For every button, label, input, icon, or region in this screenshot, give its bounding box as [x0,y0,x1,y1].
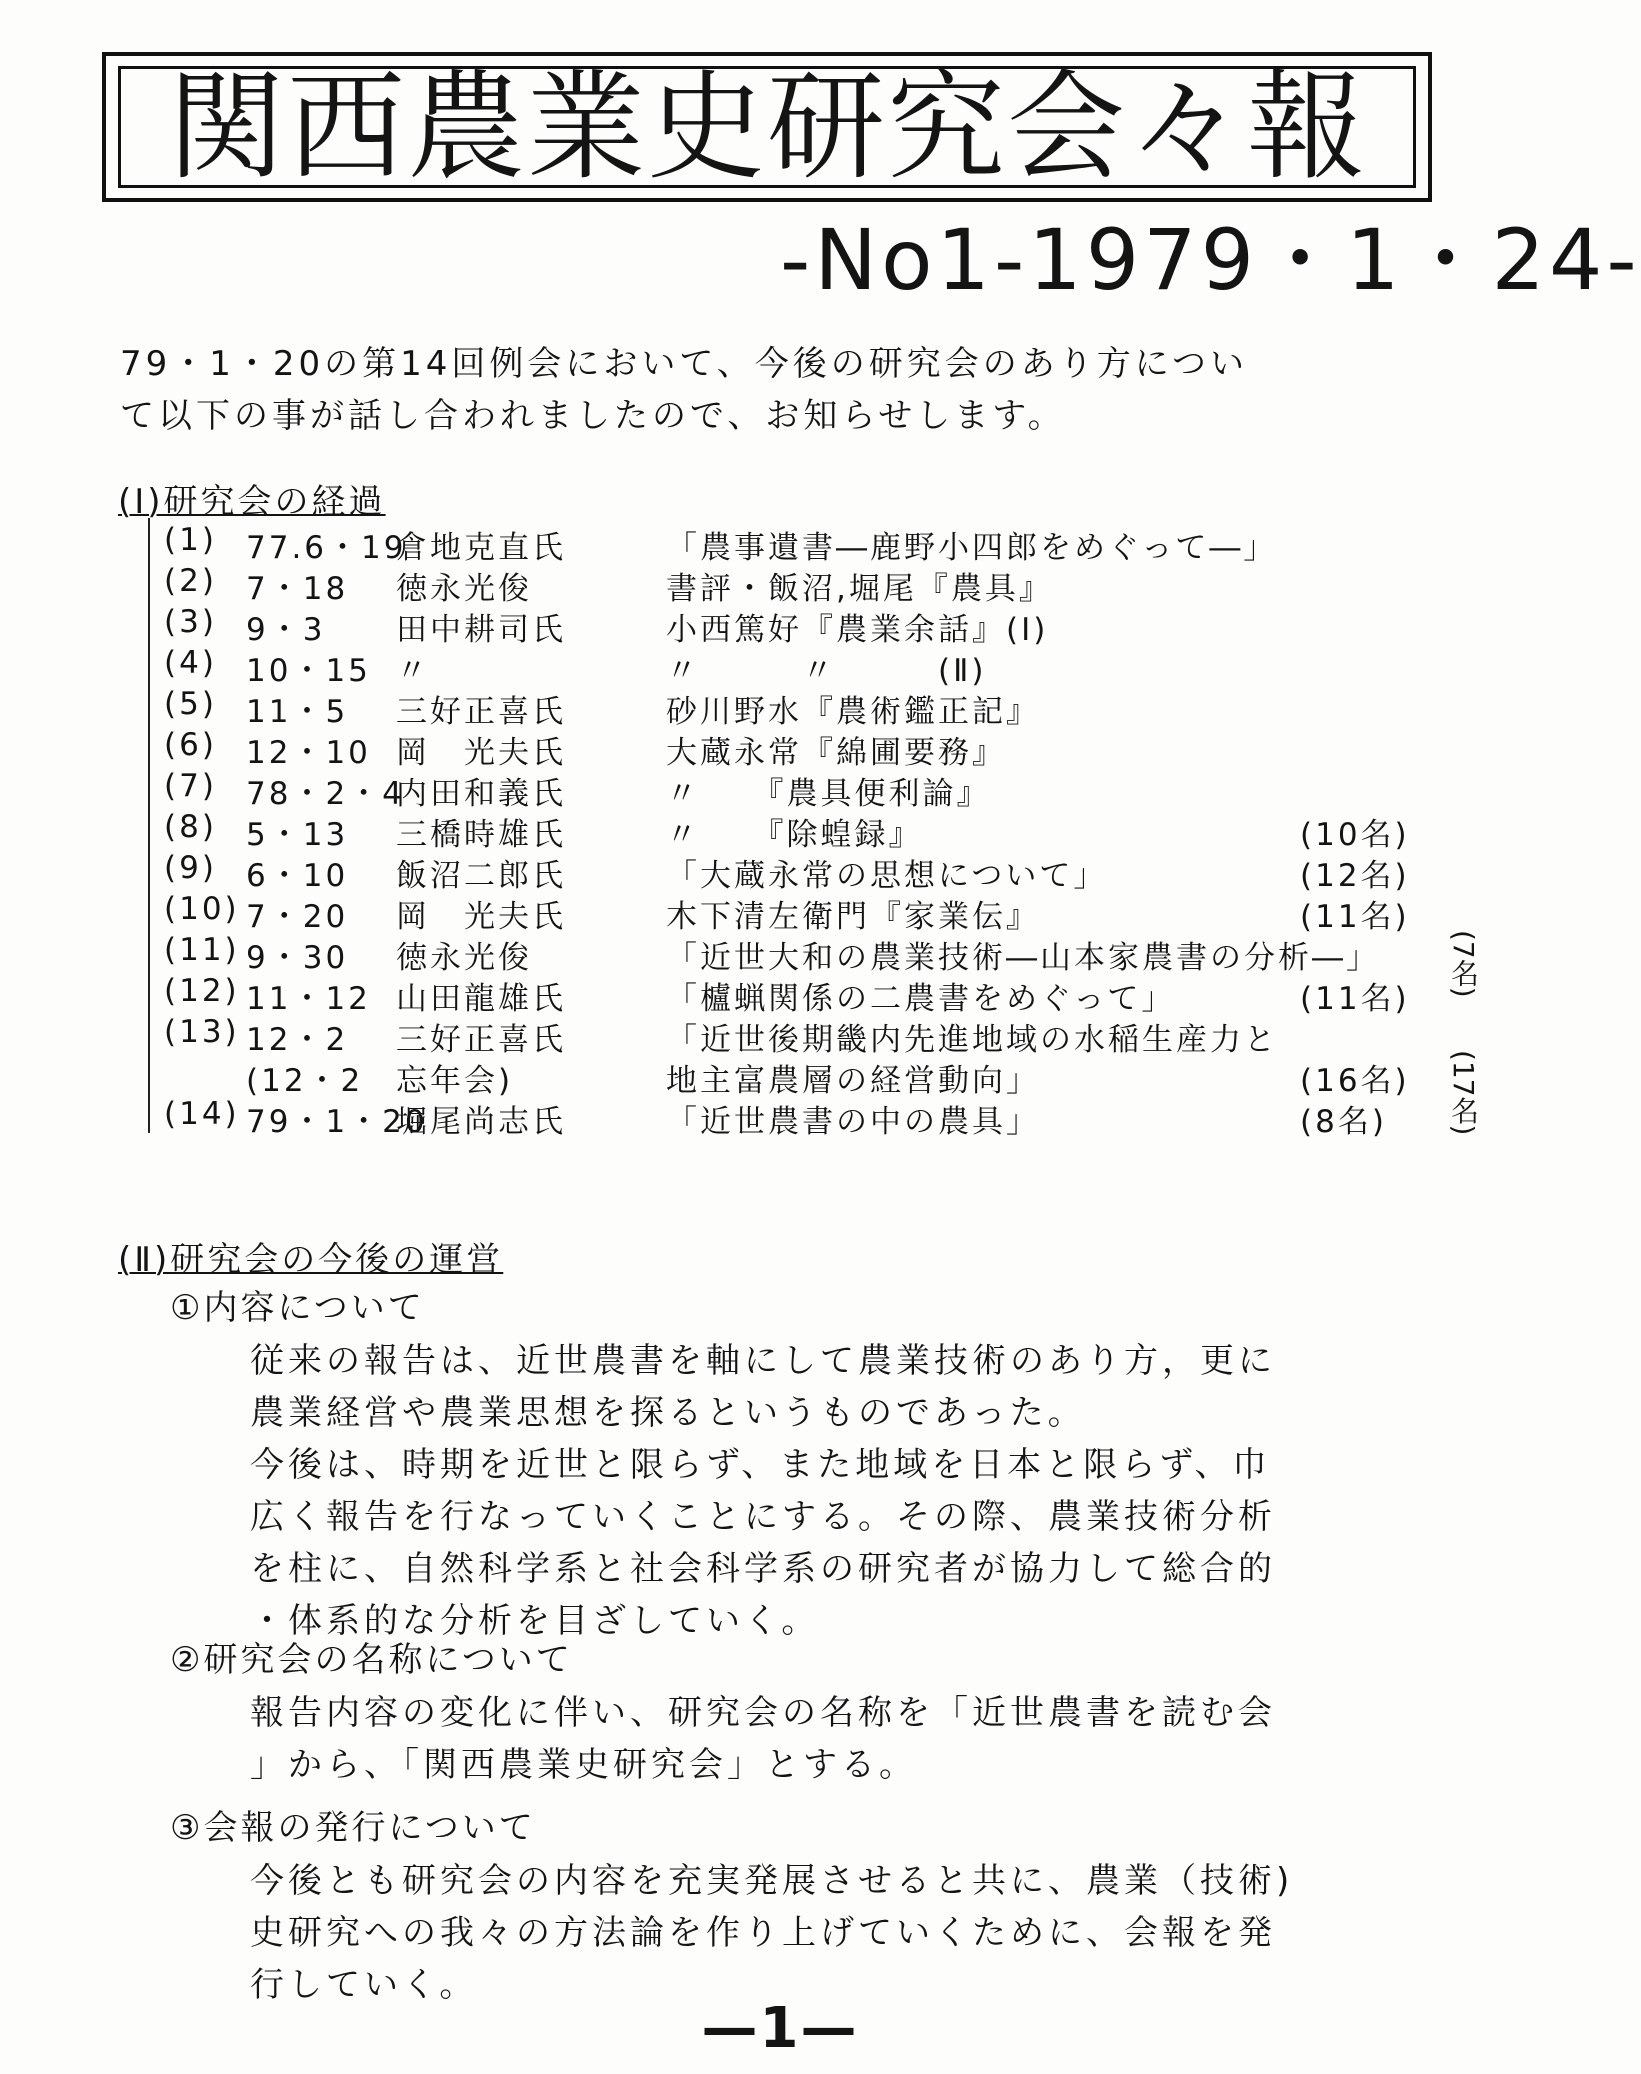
meeting-number: (1) [164,522,217,558]
body-line: 従来の報告は、近世農書を軸にして農業技術のあり方，更に [250,1341,1276,1381]
meeting-attendance: (11名) [1300,899,1410,935]
meeting-speaker: 内田和義氏 [396,776,566,812]
meeting-row [150,887,1440,935]
meeting-date: 7・20 [246,899,349,935]
margin-note-attendance: (17名) [1447,1050,1480,1136]
subsection-body [250,1687,1450,1791]
meeting-number: (9) [164,850,217,886]
meeting-row [150,805,1440,853]
meeting-date: (12・2 [246,1063,364,1099]
meeting-number: (13) [164,1014,240,1050]
body-line: 今後は、時期を近世と限らず、また地域を日本と限らず、巾 [250,1445,1271,1485]
intro-line: 79・1・20の第14回例会において、今後の研究会のあり方につい [120,344,1249,384]
meeting-number: (3) [164,604,217,640]
subsection-bulletin [170,1800,1450,2011]
meeting-row [150,764,1440,812]
meeting-date: 12・10 [246,735,371,771]
meeting-attendance: (11名) [1300,981,1410,1017]
intro-paragraph [120,338,1460,442]
meeting-date: 9・30 [246,940,349,976]
meeting-speaker: 岡 光夫氏 [396,899,566,935]
meeting-row [150,723,1440,771]
meeting-topic: 〃 〃 (Ⅱ) [666,653,987,689]
meeting-attendance: (16名) [1300,1063,1410,1099]
meeting-row [150,1010,1440,1058]
meeting-row [150,1051,1440,1099]
meeting-row [150,846,1440,894]
body-line: を柱に、自然科学系と社会科学系の研究者が協力して総合的 [250,1549,1276,1589]
meeting-date: 12・2 [246,1022,349,1058]
meeting-topic: 〃 『農具便利論』 [666,776,991,812]
body-line: 行していく。 [250,1965,478,2005]
meeting-attendance: (8名) [1300,1104,1387,1140]
meeting-date: 7・18 [246,571,349,607]
meeting-date: 6・10 [246,858,349,894]
body-line: 報告内容の変化に伴い、研究会の名称を「近世農書を読む会 [250,1693,1276,1733]
meeting-speaker: 三好正喜氏 [396,1022,566,1058]
meeting-date: 10・15 [246,653,371,689]
meeting-topic: 「近世大和の農業技術―山本家農書の分析―」 [666,940,1380,976]
meeting-date: 5・13 [246,817,349,853]
meeting-topic: 「近世農書の中の農具」 [666,1104,1040,1140]
body-line: ・体系的な分析を目ざしていく。 [250,1601,820,1641]
section-1-heading: (Ⅰ)研究会の経過 [118,482,386,522]
meeting-speaker: 山田龍雄氏 [396,981,566,1017]
meeting-topic: 砂川野水『農術鑑正記』 [666,694,1040,730]
meeting-topic: 「大蔵永常の思想について」 [666,858,1108,894]
meeting-row [150,969,1440,1017]
issue-number-date: -No1-1979・1・24- [780,211,1641,309]
meeting-speaker: 三橋時雄氏 [396,817,566,853]
meeting-topic: 小西篤好『農業余話』(Ⅰ) [666,612,1049,648]
intro-line: て以下の事が話し合われましたので、お知らせします。 [120,396,1066,436]
meeting-speaker: 飯沼二郎氏 [396,858,566,894]
meeting-row [150,1092,1440,1140]
masthead-title: 関西農業史研究会々報 [166,58,1367,196]
meeting-topic: 「農事遺書―鹿野小四郎をめぐって―」 [666,530,1278,566]
meeting-topic: 木下清左衛門『家業伝』 [666,899,1040,935]
meeting-date: 79・1・20 [246,1104,428,1140]
meeting-number: (11) [164,932,240,968]
meeting-number: (8) [164,809,217,845]
meeting-speaker: 忘年会) [396,1063,514,1099]
meetings-list [148,518,1440,1140]
meeting-row [150,518,1440,566]
meeting-number: (6) [164,727,217,763]
subsection-name [170,1632,1450,1791]
meeting-date: 77.6・19 [246,530,407,566]
meeting-speaker: 倉地克直氏 [396,530,566,566]
meeting-number: (12) [164,973,240,1009]
masthead [102,52,1432,202]
meeting-row [150,600,1440,648]
meeting-speaker: 〃 [396,653,430,689]
subsection-body [250,1855,1450,2011]
meeting-row [150,682,1440,730]
meeting-date: 11・5 [246,694,349,730]
body-line: 今後とも研究会の内容を充実発展させると共に、農業（技術) [250,1861,1294,1901]
meeting-number: (7) [164,768,217,804]
meeting-speaker: 三好正喜氏 [396,694,566,730]
subsection-content [170,1280,1450,1647]
meeting-row [150,641,1440,689]
meeting-topic: 書評・飯沼,堀尾『農具』 [666,571,1053,607]
meeting-row [150,928,1440,976]
subsection-title: ②研究会の名称について [170,1640,573,1680]
meeting-speaker: 岡 光夫氏 [396,735,566,771]
meeting-date: 9・3 [246,612,326,648]
section-2-heading: (Ⅱ)研究会の今後の運営 [118,1240,504,1280]
meeting-number: (4) [164,645,217,681]
meeting-speaker: 徳永光俊 [396,571,532,607]
body-line: 農業経営や農業思想を探るというものであった。 [250,1393,1086,1433]
page-number: —1— [701,1996,859,2061]
meeting-attendance: (12名) [1300,858,1410,894]
meeting-topic: 地主富農層の経営動向」 [666,1063,1040,1099]
meeting-speaker: 徳永光俊 [396,940,532,976]
meeting-date: 78・2・4 [246,776,405,812]
body-line: 広く報告を行なっていくことにする。その際、農業技術分析 [250,1497,1276,1537]
meeting-number: (2) [164,563,217,599]
meeting-number: (10) [164,891,240,927]
meeting-row [150,559,1440,607]
meeting-topic: 〃 『除蝗録』 [666,817,923,853]
body-line: 」から、「関西農業史研究会」とする。 [250,1745,917,1785]
meeting-attendance: (10名) [1300,817,1410,853]
meeting-number: (5) [164,686,217,722]
meeting-speaker: 田中耕司氏 [396,612,566,648]
meeting-topic: 大蔵永常『綿圃要務』 [666,735,1006,771]
meeting-speaker: 堀尾尚志氏 [396,1104,566,1140]
body-line: 史研究への我々の方法論を作り上げていくために、会報を発 [250,1913,1276,1953]
subsection-title: ③会報の発行について [170,1808,536,1848]
margin-note-attendance: (7名) [1447,930,1480,998]
subsection-title: ①内容について [170,1288,425,1328]
meeting-number: (14) [164,1096,240,1132]
meeting-date: 11・12 [246,981,371,1017]
meeting-topic: 「櫨蝋関係の二農書をめぐって」 [666,981,1176,1017]
subsection-body [250,1335,1450,1647]
meeting-topic: 「近世後期畿内先進地域の水稲生産力と [666,1022,1278,1058]
